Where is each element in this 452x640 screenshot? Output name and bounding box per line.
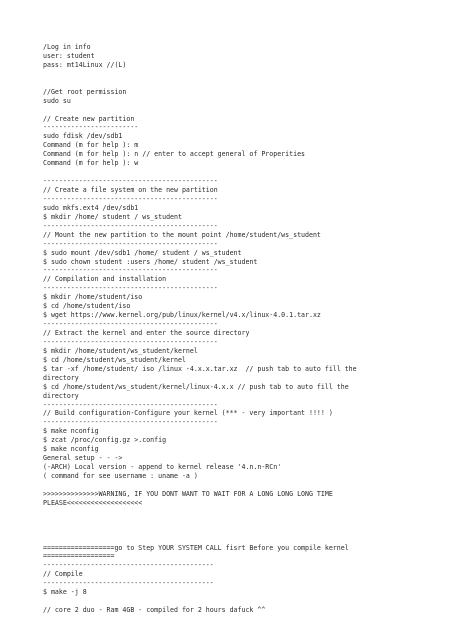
text-line	[43, 535, 443, 544]
text-line: ==================	[43, 552, 115, 561]
text-line: --------------------------------------------	[43, 266, 218, 275]
text-line: >>>>>>>>>>>>>>WARNING, IF YOU DONT WANT TO WAIT FOR A LONG LONG LONG TIME	[43, 489, 333, 498]
text-line: directory	[43, 391, 79, 400]
text-line: // core 2 duo - Ram 4GB - compiled for 2 hours dafuck ^^	[43, 606, 266, 615]
text-line: $ mkdir /home/student/ws_student/kernel	[43, 346, 198, 355]
text-line: // Build configuration-Configure your kernel (*** - very important !!!! )	[43, 409, 333, 418]
text-line: /Log in info	[43, 43, 91, 51]
text-line	[43, 79, 443, 88]
text-line: General setup - - ->	[43, 454, 123, 463]
text-line: $ cd /home/student/ws_student/kernel	[43, 355, 186, 364]
text-line	[43, 70, 443, 79]
text-line: ==================go to Step YOUR SYSTEM CALL fisrt Before you compile kernel	[43, 543, 349, 552]
text-line	[43, 597, 443, 606]
text-line: // Mount the new partition to the mount point /home/student/ws_student	[43, 230, 321, 239]
text-line: // Create a file system on the new partition	[43, 186, 218, 194]
text-line	[43, 517, 443, 526]
text-line: PLEASE<<<<<<<<<<<<<<<<<<<	[43, 498, 143, 507]
text-line: pass: mt14Linux //(L)	[43, 60, 127, 69]
text-line: $ zcat /proc/config.gz >.config	[43, 436, 167, 445]
text-line	[43, 526, 443, 535]
text-line: directory	[43, 373, 79, 382]
text-line: $ tar -xf /home/student/ iso /linux -4.x.x.tar.xz // push tab to auto fill the	[43, 364, 357, 373]
text-line: // Extract the kernel and enter the source directory	[43, 329, 250, 337]
text-line: user: student	[43, 51, 95, 60]
document-body	[43, 43, 443, 615]
text-line: --------------------------------------------	[43, 284, 218, 293]
text-line: $ make nconfig	[43, 427, 99, 436]
text-line: // Compile	[43, 570, 83, 579]
text-line: $ wget https://www.kernel.org/pub/linux/kernel/v4.x/linux-4.0.1.tar.xz	[43, 311, 321, 320]
text-line: $ cd /home/student/ws_student/kernel/linux-4.x.x // push tab to auto fill the	[43, 382, 349, 391]
text-line: sudo su	[43, 96, 71, 105]
text-line: sudo fdisk /dev/sdb1	[43, 132, 123, 141]
text-line: --------------------------------------------	[43, 194, 218, 203]
text-line: sudo mkfs.ext4 /dev/sdb1	[43, 203, 139, 212]
text-line: --------------------------------------------	[43, 418, 218, 427]
text-line: $ mkdir /home/ student / ws_student	[43, 212, 182, 221]
text-line: $ cd /home/student/iso	[43, 302, 131, 311]
text-line: Command (m for help ): n // enter to accept general of Properities	[43, 150, 306, 159]
text-line: -------------------------------------------	[43, 561, 214, 570]
text-line: --------------------------------------------	[43, 177, 218, 186]
text-line: ( command for see username : uname -a )	[43, 472, 198, 480]
text-line: --------------------------------------------	[43, 400, 218, 409]
text-line: Command (m for help ): m	[43, 141, 139, 150]
text-line	[43, 481, 443, 490]
text-line: $ make nconfig	[43, 445, 99, 454]
text-line: --------------------------------------------	[43, 320, 218, 329]
text-line: --------------------------------------------	[43, 239, 218, 248]
text-line: $ make -j 8	[43, 588, 87, 597]
text-line: // Create new partition	[43, 114, 135, 123]
text-line: $ sudo chown student :users /home/ student /ws_student	[43, 257, 258, 266]
text-line	[43, 508, 443, 517]
text-line: $ sudo mount /dev/sdb1 /home/ student / ws_student	[43, 248, 242, 257]
text-line: //Get root permission	[43, 87, 127, 96]
text-line: (-ARCH) Local version - append to kernel release '4.n.n-RCn'	[43, 463, 282, 472]
text-line: --------------------------------------------	[43, 337, 218, 346]
text-line: -------------------------------------------	[43, 579, 214, 588]
text-line: $ mkdir /home/student/iso	[43, 293, 143, 302]
text-line: --------------------------------------------	[43, 221, 218, 230]
text-line: // Compilation and installation	[43, 275, 167, 284]
text-line	[43, 168, 443, 177]
text-line: Command (m for help ): w	[43, 159, 139, 168]
text-line: ------------------------	[43, 123, 139, 132]
text-line	[43, 106, 443, 115]
